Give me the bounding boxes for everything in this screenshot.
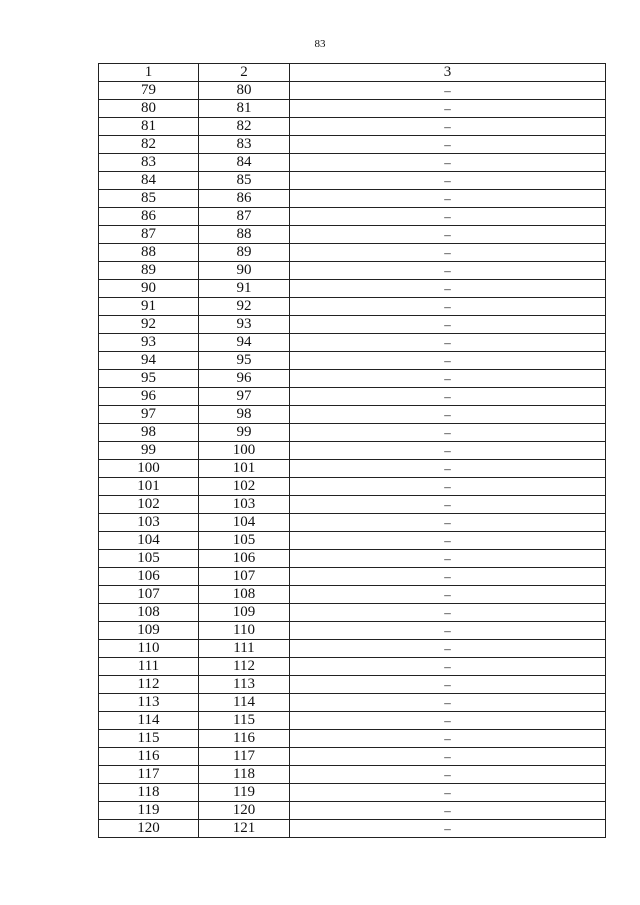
table-row xyxy=(99,694,606,712)
table-cell-col-2: 105 xyxy=(199,532,290,550)
table-row xyxy=(99,82,606,100)
table-body xyxy=(99,82,606,838)
table-cell-col-1: 109 xyxy=(99,622,199,640)
table-cell-col-3: – xyxy=(290,766,606,784)
table-cell-col-2: 92 xyxy=(199,298,290,316)
table-cell-col-3: – xyxy=(290,586,606,604)
table-cell-col-3: – xyxy=(290,532,606,550)
table-row xyxy=(99,118,606,136)
table-row xyxy=(99,154,606,172)
table-row xyxy=(99,730,606,748)
table-cell-col-2: 96 xyxy=(199,370,290,388)
table-cell-col-1: 96 xyxy=(99,388,199,406)
table-cell-col-2: 85 xyxy=(199,172,290,190)
table-cell-col-3: – xyxy=(290,262,606,280)
table-cell-col-3: – xyxy=(290,226,606,244)
table-cell-col-3: – xyxy=(290,730,606,748)
column-header-1: 1 xyxy=(99,64,199,82)
table-row xyxy=(99,280,606,298)
table-cell-col-2: 90 xyxy=(199,262,290,280)
table-cell-col-3: – xyxy=(290,712,606,730)
table-cell-col-3: – xyxy=(290,676,606,694)
table-cell-col-2: 116 xyxy=(199,730,290,748)
table-cell-col-2: 108 xyxy=(199,586,290,604)
table-cell-col-1: 88 xyxy=(99,244,199,262)
table-row xyxy=(99,352,606,370)
table-cell-col-2: 100 xyxy=(199,442,290,460)
table-cell-col-1: 81 xyxy=(99,118,199,136)
table-cell-col-3: – xyxy=(290,316,606,334)
table-cell-col-3: – xyxy=(290,640,606,658)
table-cell-col-3: – xyxy=(290,244,606,262)
table-cell-col-2: 103 xyxy=(199,496,290,514)
table-row xyxy=(99,604,606,622)
table-cell-col-2: 95 xyxy=(199,352,290,370)
table-cell-col-1: 90 xyxy=(99,280,199,298)
table-cell-col-1: 91 xyxy=(99,298,199,316)
table-cell-col-1: 108 xyxy=(99,604,199,622)
table-row xyxy=(99,802,606,820)
table-cell-col-1: 79 xyxy=(99,82,199,100)
table-cell-col-3: – xyxy=(290,442,606,460)
table-cell-col-1: 118 xyxy=(99,784,199,802)
table-cell-col-1: 105 xyxy=(99,550,199,568)
table-cell-col-2: 94 xyxy=(199,334,290,352)
table-cell-col-3: – xyxy=(290,370,606,388)
table-cell-col-2: 98 xyxy=(199,406,290,424)
table-cell-col-1: 84 xyxy=(99,172,199,190)
table-row xyxy=(99,334,606,352)
table-cell-col-1: 89 xyxy=(99,262,199,280)
table-row xyxy=(99,370,606,388)
table-cell-col-2: 120 xyxy=(199,802,290,820)
table-cell-col-1: 83 xyxy=(99,154,199,172)
table-row xyxy=(99,568,606,586)
page-number: 83 xyxy=(314,38,326,50)
table-cell-col-2: 113 xyxy=(199,676,290,694)
table-cell-col-1: 95 xyxy=(99,370,199,388)
table-cell-col-3: – xyxy=(290,550,606,568)
table-cell-col-1: 111 xyxy=(99,658,199,676)
table-row xyxy=(99,496,606,514)
table-cell-col-2: 99 xyxy=(199,424,290,442)
table-row xyxy=(99,460,606,478)
table-cell-col-1: 107 xyxy=(99,586,199,604)
table-cell-col-1: 119 xyxy=(99,802,199,820)
table-cell-col-2: 89 xyxy=(199,244,290,262)
table-row xyxy=(99,748,606,766)
table-cell-col-3: – xyxy=(290,172,606,190)
table-row xyxy=(99,424,606,442)
table-cell-col-3: – xyxy=(290,496,606,514)
table-row xyxy=(99,586,606,604)
table-cell-col-2: 86 xyxy=(199,190,290,208)
table-cell-col-2: 117 xyxy=(199,748,290,766)
table-cell-col-1: 114 xyxy=(99,712,199,730)
table-cell-col-2: 114 xyxy=(199,694,290,712)
table-row xyxy=(99,316,606,334)
table-cell-col-1: 82 xyxy=(99,136,199,154)
table-row xyxy=(99,262,606,280)
table-cell-col-3: – xyxy=(290,352,606,370)
table-cell-col-3: – xyxy=(290,100,606,118)
column-header-2: 2 xyxy=(199,64,290,82)
table-cell-col-1: 112 xyxy=(99,676,199,694)
table-cell-col-1: 80 xyxy=(99,100,199,118)
table-row xyxy=(99,640,606,658)
table-cell-col-1: 106 xyxy=(99,568,199,586)
table-cell-col-3: – xyxy=(290,388,606,406)
table-cell-col-1: 92 xyxy=(99,316,199,334)
table-row xyxy=(99,766,606,784)
table-header-row xyxy=(99,64,606,82)
table-row xyxy=(99,784,606,802)
table-row xyxy=(99,532,606,550)
column-header-3: 3 xyxy=(290,64,606,82)
table-cell-col-1: 117 xyxy=(99,766,199,784)
table-row xyxy=(99,100,606,118)
table-cell-col-3: – xyxy=(290,334,606,352)
table-cell-col-2: 82 xyxy=(199,118,290,136)
table-cell-col-2: 111 xyxy=(199,640,290,658)
table-cell-col-3: – xyxy=(290,820,606,838)
table-row xyxy=(99,658,606,676)
table-cell-col-3: – xyxy=(290,604,606,622)
table-cell-col-1: 87 xyxy=(99,226,199,244)
table-cell-col-3: – xyxy=(290,784,606,802)
table-cell-col-2: 97 xyxy=(199,388,290,406)
table-cell-col-3: – xyxy=(290,208,606,226)
table-cell-col-1: 93 xyxy=(99,334,199,352)
table-row xyxy=(99,298,606,316)
table-cell-col-3: – xyxy=(290,190,606,208)
table-cell-col-3: – xyxy=(290,136,606,154)
table-row xyxy=(99,388,606,406)
table-cell-col-1: 113 xyxy=(99,694,199,712)
table-cell-col-2: 83 xyxy=(199,136,290,154)
table-row xyxy=(99,820,606,838)
table-cell-col-2: 121 xyxy=(199,820,290,838)
table-cell-col-3: – xyxy=(290,154,606,172)
table-cell-col-3: – xyxy=(290,694,606,712)
table-cell-col-2: 118 xyxy=(199,766,290,784)
table-row xyxy=(99,550,606,568)
table-row xyxy=(99,244,606,262)
table-cell-col-3: – xyxy=(290,748,606,766)
table-cell-col-2: 119 xyxy=(199,784,290,802)
table-row xyxy=(99,712,606,730)
table-cell-col-2: 107 xyxy=(199,568,290,586)
table-cell-col-1: 85 xyxy=(99,190,199,208)
table-cell-col-3: – xyxy=(290,424,606,442)
table-cell-col-1: 115 xyxy=(99,730,199,748)
table-row xyxy=(99,676,606,694)
table-cell-col-2: 84 xyxy=(199,154,290,172)
table-row xyxy=(99,622,606,640)
table-row xyxy=(99,514,606,532)
table-cell-col-2: 88 xyxy=(199,226,290,244)
table-cell-col-3: – xyxy=(290,658,606,676)
table-cell-col-1: 102 xyxy=(99,496,199,514)
table-cell-col-1: 110 xyxy=(99,640,199,658)
table-cell-col-3: – xyxy=(290,568,606,586)
table-cell-col-1: 98 xyxy=(99,424,199,442)
table-cell-col-3: – xyxy=(290,280,606,298)
table-cell-col-3: – xyxy=(290,622,606,640)
table-row xyxy=(99,406,606,424)
table-cell-col-3: – xyxy=(290,298,606,316)
table-cell-col-2: 109 xyxy=(199,604,290,622)
table-cell-col-3: – xyxy=(290,82,606,100)
table-cell-col-2: 104 xyxy=(199,514,290,532)
table-row xyxy=(99,172,606,190)
table-cell-col-3: – xyxy=(290,460,606,478)
table-cell-col-2: 115 xyxy=(199,712,290,730)
table-cell-col-2: 102 xyxy=(199,478,290,496)
table-cell-col-2: 101 xyxy=(199,460,290,478)
table-cell-col-1: 103 xyxy=(99,514,199,532)
table-cell-col-1: 101 xyxy=(99,478,199,496)
table-row xyxy=(99,226,606,244)
table-cell-col-3: – xyxy=(290,802,606,820)
table-row xyxy=(99,190,606,208)
table-cell-col-1: 120 xyxy=(99,820,199,838)
table-cell-col-3: – xyxy=(290,514,606,532)
table-row xyxy=(99,478,606,496)
table-cell-col-2: 80 xyxy=(199,82,290,100)
table-cell-col-2: 106 xyxy=(199,550,290,568)
table-row xyxy=(99,136,606,154)
table-cell-col-2: 112 xyxy=(199,658,290,676)
table-cell-col-1: 94 xyxy=(99,352,199,370)
table-cell-col-2: 93 xyxy=(199,316,290,334)
table-cell-col-3: – xyxy=(290,478,606,496)
table-row xyxy=(99,442,606,460)
table-cell-col-3: – xyxy=(290,118,606,136)
table-cell-col-2: 87 xyxy=(199,208,290,226)
table-cell-col-1: 97 xyxy=(99,406,199,424)
table-cell-col-2: 91 xyxy=(199,280,290,298)
data-table xyxy=(98,63,606,838)
table-cell-col-1: 116 xyxy=(99,748,199,766)
table-cell-col-1: 86 xyxy=(99,208,199,226)
table-cell-col-1: 104 xyxy=(99,532,199,550)
table-cell-col-3: – xyxy=(290,406,606,424)
table-cell-col-1: 100 xyxy=(99,460,199,478)
table-cell-col-1: 99 xyxy=(99,442,199,460)
table-cell-col-2: 81 xyxy=(199,100,290,118)
table-cell-col-2: 110 xyxy=(199,622,290,640)
table-row xyxy=(99,208,606,226)
